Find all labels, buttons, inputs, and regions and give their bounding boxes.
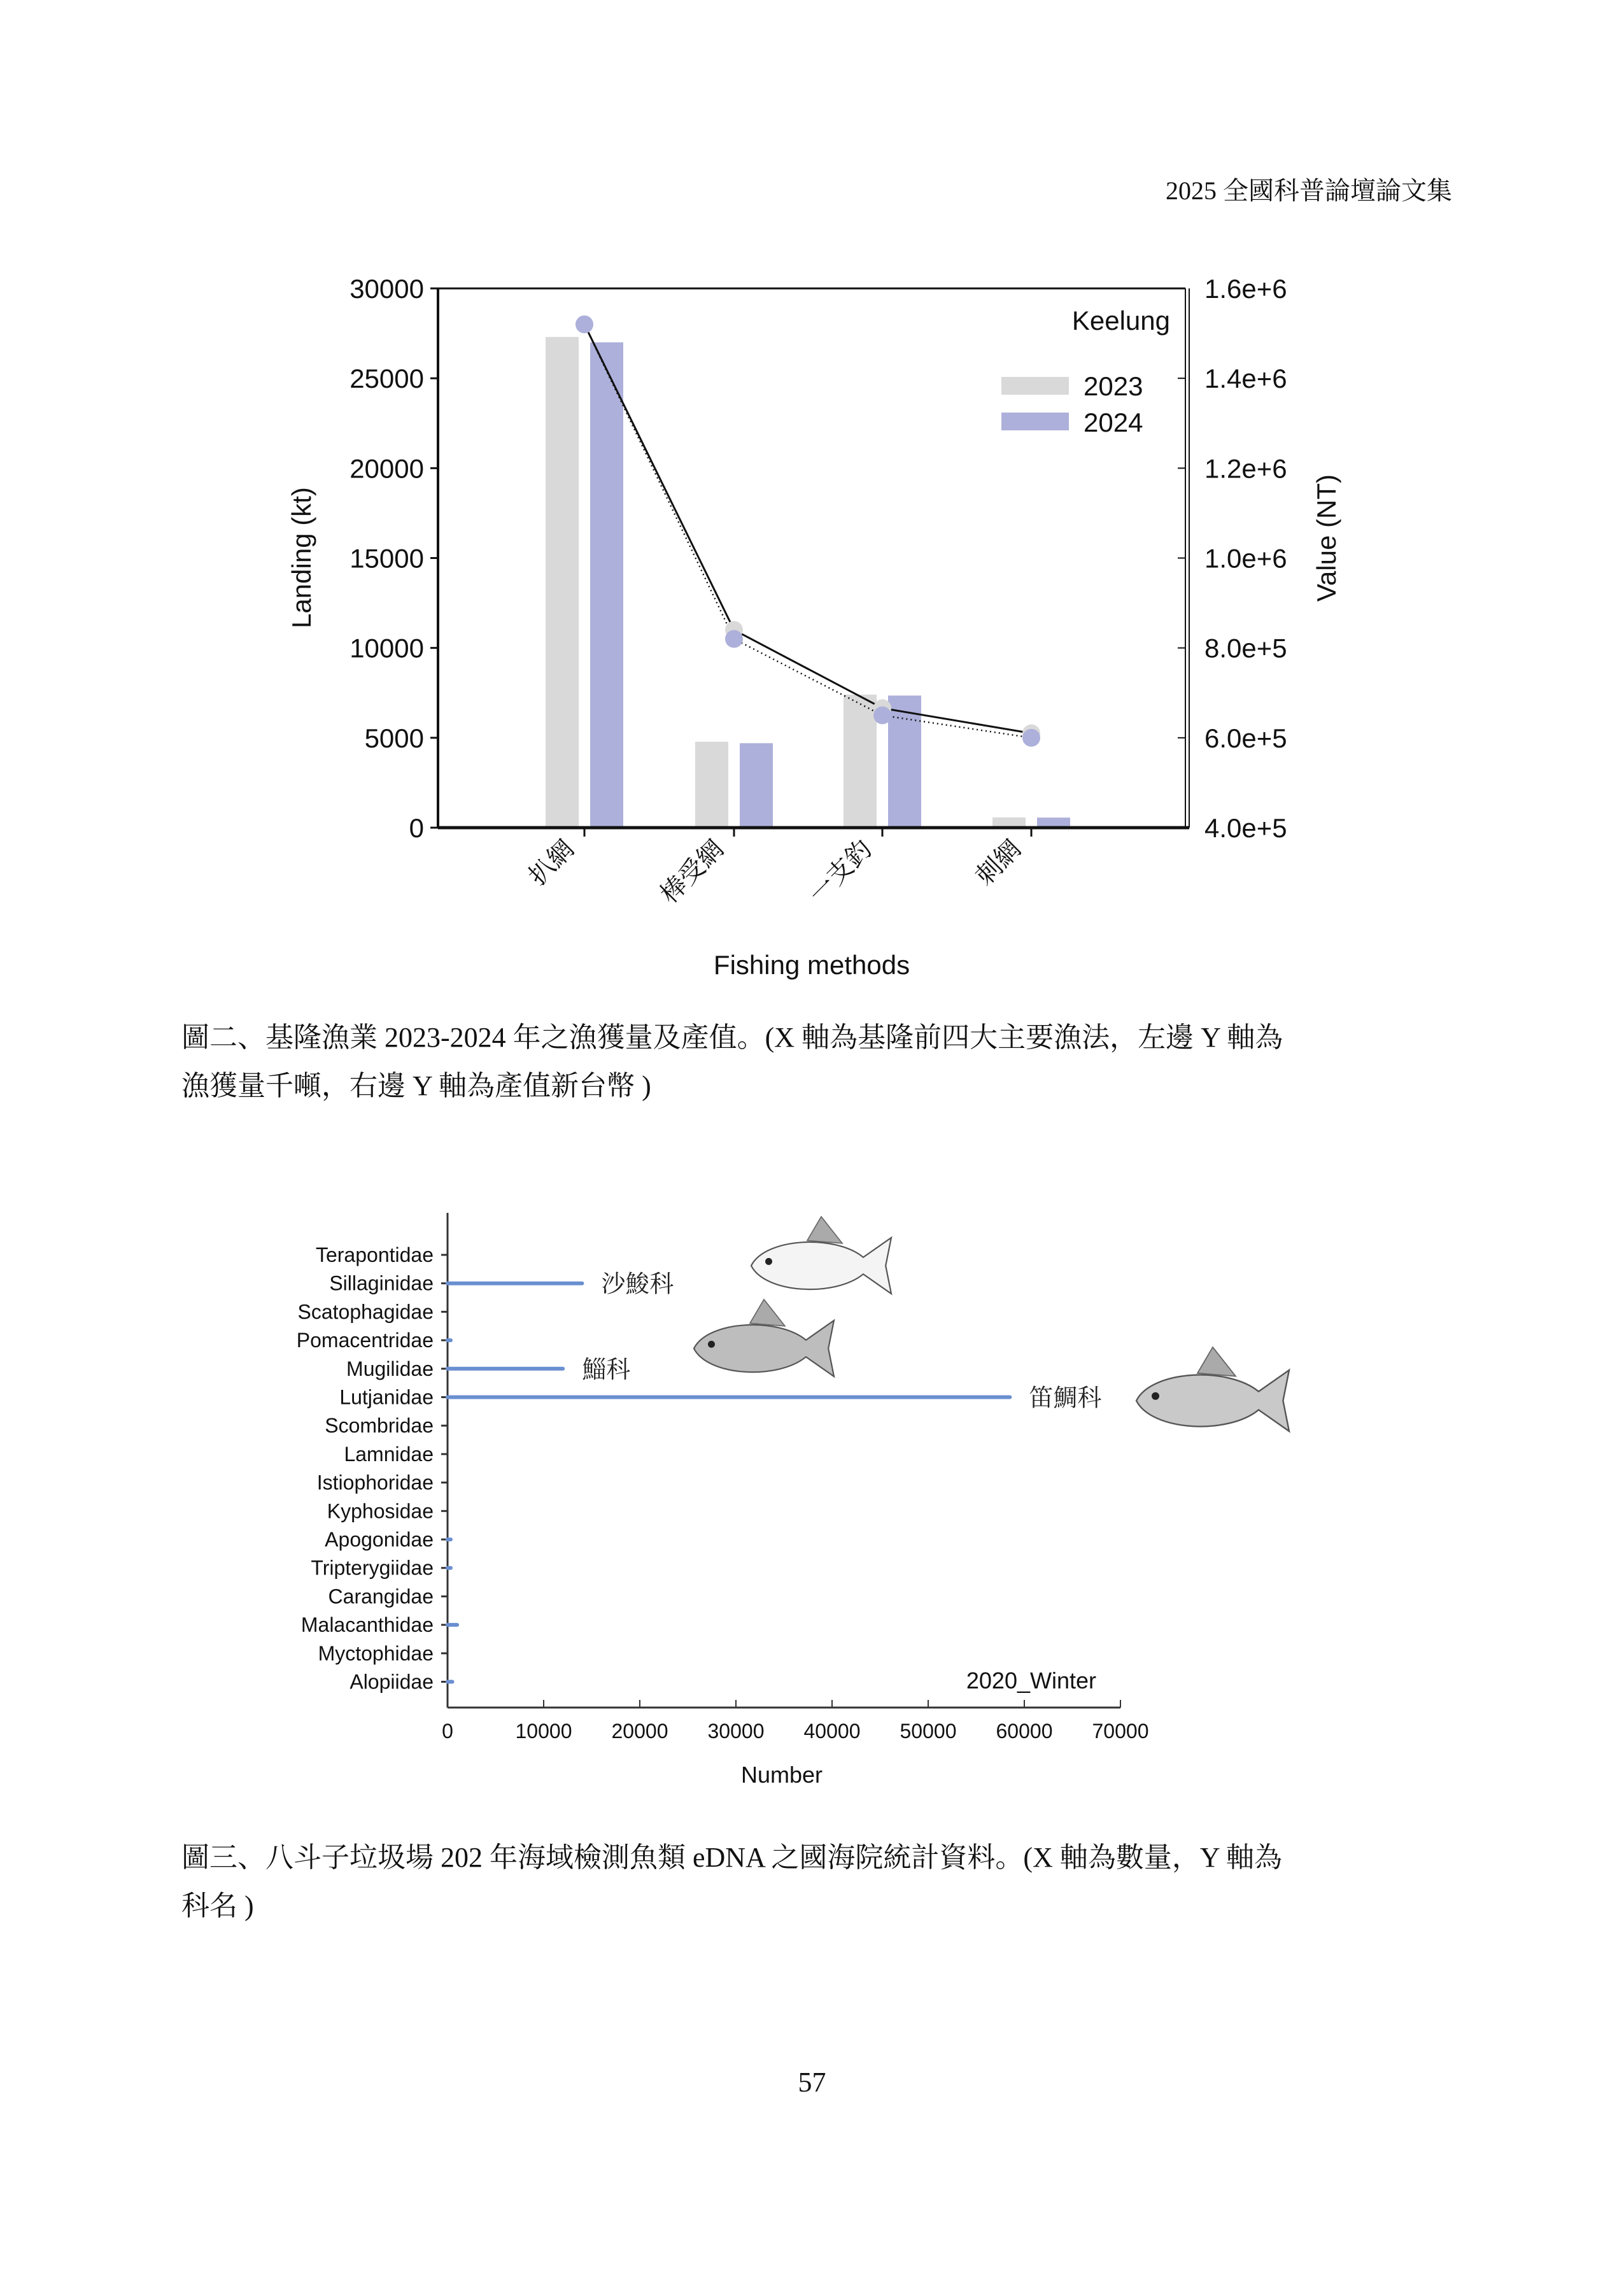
x-tick-label: 70000 xyxy=(1092,1720,1149,1743)
y-tick-label: 15000 xyxy=(350,543,424,574)
y2-tick-label: 6.0e+5 xyxy=(1204,723,1287,753)
x-tick-label: 一支釣 xyxy=(803,834,879,909)
y-tick-label: Istiophoridae xyxy=(316,1471,434,1494)
y2-tick-label: 1.2e+6 xyxy=(1204,453,1287,484)
fish-dorsal-fin xyxy=(807,1217,842,1243)
figure2-caption-line1: 圖二、基隆漁業 2023-2024 年之漁獲量及產值。(X 軸為基隆前四大主要漁法，左邊 Y 軸為 xyxy=(181,1022,1283,1053)
y-tick-label: Apogonidae xyxy=(325,1528,434,1551)
y-tick-label: Alopiidae xyxy=(350,1670,434,1694)
x-tick-label: 50000 xyxy=(900,1720,957,1743)
family-label: 沙鮻科 xyxy=(601,1270,674,1298)
fish-eye xyxy=(708,1341,715,1348)
legend-label-2023: 2023 xyxy=(1084,371,1143,401)
y-tick-label: 0 xyxy=(409,813,424,843)
value-line-2024 xyxy=(584,324,1031,737)
y-tick-label: Kyphosidae xyxy=(327,1499,434,1523)
page-number: 57 xyxy=(798,2067,826,2098)
value-line-2023 xyxy=(584,324,1031,733)
lutjanidae-fish-icon xyxy=(1136,1347,1289,1431)
bar-2024 xyxy=(740,743,773,828)
figure3-caption xyxy=(181,1834,1455,1930)
bar-2024 xyxy=(590,343,623,828)
fish-body xyxy=(1136,1370,1289,1431)
fish-dorsal-fin xyxy=(1197,1347,1236,1376)
y-tick-label: Lamnidae xyxy=(344,1442,434,1466)
value-point-2024 xyxy=(575,315,593,333)
x-tick-label: 40000 xyxy=(803,1720,861,1743)
y-tick-label: Sillaginidae xyxy=(329,1271,434,1295)
y2-axis-title: Value (NT) xyxy=(1311,474,1341,602)
y2-tick-label: 8.0e+5 xyxy=(1204,633,1287,663)
x-tick-label: 0 xyxy=(442,1720,453,1743)
x-tick-label: 30000 xyxy=(707,1720,765,1743)
x-tick-label: 60000 xyxy=(996,1720,1053,1743)
figure2-chart xyxy=(0,0,1624,993)
y-tick-label: Terapontidae xyxy=(315,1243,434,1266)
y-tick-label: Myctophidae xyxy=(318,1641,434,1665)
y2-tick-label: 1.0e+6 xyxy=(1204,543,1287,574)
bar-2023 xyxy=(844,695,877,828)
y-tick-label: 10000 xyxy=(350,633,424,663)
fish-eye xyxy=(1152,1392,1159,1400)
x-tick-label: 10000 xyxy=(515,1720,572,1743)
family-label: 鯔科 xyxy=(582,1355,631,1383)
bar-2024 xyxy=(888,695,921,828)
y-axis-title: Landing (kt) xyxy=(286,487,316,628)
fish-dorsal-fin xyxy=(750,1299,785,1326)
x-axis-title: Number xyxy=(740,1762,823,1788)
bar-2023 xyxy=(695,742,728,828)
bar-2023 xyxy=(546,337,579,828)
x-axis-title: Fishing methods xyxy=(713,950,910,980)
x-tick-label: 扒網 xyxy=(523,834,581,891)
figure3-chart xyxy=(0,1210,1624,1821)
y-tick-label: Malacanthidae xyxy=(300,1613,434,1637)
chart-annotation: Keelung xyxy=(1071,306,1170,336)
figure3-caption-line1: 圖三、八斗子垃圾場 202 年海域檢測魚類 eDNA 之國海院統計資料。(X 軸為數量，Y 軸為 xyxy=(181,1842,1282,1873)
y-tick-label: Scombridae xyxy=(325,1414,434,1438)
fish-body xyxy=(694,1320,834,1376)
y-tick-label: Tripterygiidae xyxy=(311,1556,434,1580)
fish-body xyxy=(751,1238,891,1294)
running-header: 2025 全國科普論壇論文集 xyxy=(1166,176,1452,205)
chart-annotation: 2020_Winter xyxy=(966,1667,1096,1694)
y2-tick-label: 4.0e+5 xyxy=(1204,813,1287,843)
y-tick-label: 30000 xyxy=(350,274,424,304)
y-tick-label: 5000 xyxy=(364,723,424,753)
y-tick-label: Carangidae xyxy=(328,1585,434,1608)
figure2-caption xyxy=(181,1014,1455,1110)
legend-swatch-2023 xyxy=(1001,377,1069,395)
figure3-caption-line2: 科名 ) xyxy=(181,1890,254,1921)
legend-swatch-2024 xyxy=(1001,413,1069,430)
y-tick-label: 25000 xyxy=(350,364,424,394)
y-tick-label: 20000 xyxy=(350,453,424,484)
legend-label-2024: 2024 xyxy=(1084,407,1143,437)
x-tick-label: 刺網 xyxy=(970,834,1027,891)
x-tick-label: 20000 xyxy=(611,1720,668,1743)
y-tick-label: Scatophagidae xyxy=(297,1300,434,1324)
y2-tick-label: 1.4e+6 xyxy=(1204,364,1287,394)
value-point-2024 xyxy=(1022,729,1040,747)
y-tick-label: Lutjanidae xyxy=(339,1385,434,1409)
value-point-2024 xyxy=(725,630,743,648)
figure2-caption-line2: 漁獲量千噸，右邊 Y 軸為產值新台幣 ) xyxy=(181,1070,651,1101)
sillaginidae-fish-icon xyxy=(751,1217,891,1294)
fish-eye xyxy=(765,1258,772,1265)
mugilidae-fish-icon xyxy=(694,1299,834,1376)
family-label: 笛鯛科 xyxy=(1029,1383,1102,1412)
y2-tick-label: 1.6e+6 xyxy=(1204,274,1287,304)
y-tick-label: Pomacentridae xyxy=(296,1329,434,1352)
value-point-2024 xyxy=(873,707,891,725)
y-tick-label: Mugilidae xyxy=(346,1357,434,1380)
x-tick-label: 棒受網 xyxy=(654,834,730,909)
